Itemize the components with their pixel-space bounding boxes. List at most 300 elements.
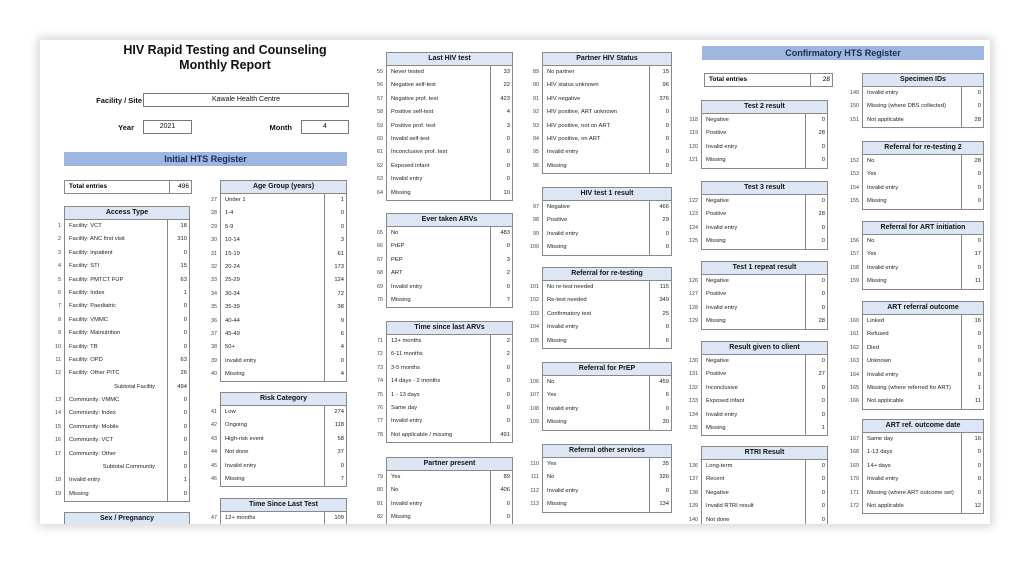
row-value[interactable]: 1 — [961, 382, 983, 395]
row-number: 65 — [377, 230, 383, 236]
row-label: Long-term — [706, 463, 733, 469]
row-value[interactable]: 30 — [649, 416, 671, 429]
row-value[interactable]: 0 — [490, 402, 512, 415]
row-value[interactable]: 115 — [649, 281, 671, 294]
table-row — [533, 106, 671, 119]
row-value[interactable]: 12 — [961, 500, 983, 513]
row-label: Inconclusive — [706, 384, 738, 391]
row-number: 31 — [211, 250, 217, 257]
row-value[interactable]: 11 — [961, 395, 983, 408]
row-value[interactable]: 28 — [805, 208, 827, 221]
table-row — [850, 382, 983, 395]
section-header: Test 1 repeat result — [701, 261, 828, 275]
row-label: Same day — [391, 404, 418, 411]
row-value[interactable]: 0 — [167, 300, 189, 313]
row-label: Facility: OPD — [69, 356, 103, 363]
row-value[interactable]: 0 — [805, 141, 827, 154]
year-field[interactable]: 2021 — [143, 120, 192, 134]
table-row — [530, 376, 671, 389]
row-number: 150 — [850, 103, 859, 110]
row-value[interactable]: 17 — [961, 248, 983, 261]
row-label: Missing (where DBS collected) — [867, 103, 946, 110]
row-value[interactable]: 0 — [805, 473, 827, 486]
row-value[interactable]: 310 — [167, 233, 189, 246]
row-value[interactable]: 0 — [961, 355, 983, 368]
row-label: Facility: Paediatric — [69, 303, 117, 310]
row-number: 165 — [850, 384, 859, 391]
month-label: Month — [269, 123, 292, 132]
row-value[interactable]: 0 — [649, 106, 671, 119]
table-row — [689, 302, 827, 315]
row-value[interactable]: 15 — [167, 260, 189, 273]
table-row — [58, 247, 189, 260]
row-value[interactable]: 0 — [805, 288, 827, 301]
row-value[interactable]: 28 — [961, 155, 983, 168]
row-value[interactable]: 0 — [805, 382, 827, 395]
table-row — [850, 487, 983, 500]
row-number: 2 — [58, 236, 61, 243]
row-value[interactable]: 124 — [324, 274, 346, 287]
row-number: 6 — [58, 289, 61, 296]
row-value[interactable]: 0 — [805, 460, 827, 473]
row-value[interactable]: 0 — [961, 473, 983, 486]
table-row — [377, 471, 512, 484]
row-label: 1 - 13 days — [391, 391, 420, 398]
row-value[interactable]: 26 — [167, 367, 189, 380]
row-label: Low — [225, 409, 236, 415]
row-label: Facility: ANC first visit — [69, 236, 125, 243]
row-label: Invalid entry — [867, 371, 899, 378]
row-label: Same day — [867, 436, 894, 442]
row-value[interactable]: 89 — [490, 471, 512, 484]
row-value[interactable]: 0 — [490, 146, 512, 159]
row-value[interactable]: 7 — [324, 473, 346, 486]
row-label: Died — [867, 344, 879, 351]
row-value[interactable]: 0 — [649, 403, 671, 416]
table-row — [377, 240, 512, 253]
row-number: 131 — [689, 371, 698, 378]
table-row — [377, 484, 512, 497]
initial-total-label: Total entries — [69, 183, 108, 190]
row-value[interactable]: 0 — [490, 240, 512, 253]
row-value[interactable]: 4 — [324, 341, 346, 354]
table-row — [58, 220, 189, 233]
row-number: 171 — [850, 489, 859, 496]
row-label: Invalid entry — [547, 149, 579, 156]
row-number: 110 — [530, 461, 539, 467]
row-label: Inconclusive prof. test — [391, 149, 448, 156]
row-value[interactable]: 0 — [805, 500, 827, 513]
row-value[interactable]: 0 — [649, 485, 671, 498]
row-label: Yes — [547, 392, 557, 399]
confirm-total-value: 28 — [810, 74, 832, 86]
row-value[interactable]: 0 — [167, 488, 189, 501]
table-row — [689, 141, 827, 154]
row-label: Subtotal Facility — [114, 383, 155, 390]
row-label: 1-4 — [225, 210, 234, 217]
row-number: 106 — [530, 379, 539, 385]
row-number: 27 — [211, 197, 217, 203]
table-row — [689, 235, 827, 248]
row-value[interactable]: 0 — [490, 498, 512, 511]
row-value[interactable]: 0 — [961, 195, 983, 208]
row-value[interactable]: 0 — [961, 235, 983, 248]
row-number: 18 — [55, 477, 61, 484]
row-value[interactable]: 38 — [324, 301, 346, 314]
row-value[interactable]: 0 — [324, 460, 346, 473]
row-value[interactable]: 0 — [961, 460, 983, 473]
row-value[interactable]: 0 — [324, 355, 346, 368]
row-value[interactable]: 494 — [167, 381, 189, 394]
row-number: 41 — [211, 409, 217, 415]
row-value[interactable]: 22 — [490, 79, 512, 92]
row-value[interactable]: 173 — [324, 261, 346, 274]
row-value[interactable]: 0 — [961, 487, 983, 500]
table-row — [850, 100, 983, 113]
row-value[interactable]: 16 — [961, 315, 983, 328]
table-row — [377, 79, 512, 92]
row-value[interactable]: 326 — [649, 471, 671, 484]
row-value[interactable]: 2 — [490, 335, 512, 348]
row-value[interactable]: 35 — [649, 458, 671, 471]
row-value[interactable]: 1 — [324, 194, 346, 207]
row-value[interactable]: 28 — [961, 114, 983, 127]
row-number: 155 — [850, 198, 859, 205]
row-value[interactable]: 0 — [649, 160, 671, 173]
section-header: Ever taken ARVs — [386, 213, 513, 227]
row-value[interactable]: 27 — [805, 368, 827, 381]
section-header: Access Type — [64, 206, 190, 220]
table-row — [689, 460, 827, 473]
row-value[interactable]: 109 — [324, 512, 346, 524]
row-value[interactable]: 18 — [167, 220, 189, 233]
row-value[interactable]: 0 — [805, 235, 827, 248]
row-value[interactable]: 3 — [324, 234, 346, 247]
row-number: 92 — [533, 109, 539, 116]
table-row — [850, 433, 983, 446]
row-value[interactable]: 0 — [805, 514, 827, 524]
row-value[interactable]: 0 — [649, 321, 671, 334]
row-value[interactable]: 33 — [490, 66, 512, 79]
table-row — [58, 233, 189, 246]
section-header: Sex / Pregnancy — [64, 512, 190, 524]
table-row — [533, 66, 671, 79]
row-value[interactable]: 96 — [649, 79, 671, 92]
row-value[interactable]: 0 — [649, 228, 671, 241]
table-row — [533, 93, 671, 106]
table-row — [58, 300, 189, 313]
table-row — [377, 415, 512, 428]
row-value[interactable]: 406 — [490, 484, 512, 497]
row-value[interactable]: 0 — [961, 342, 983, 355]
row-value[interactable]: 466 — [649, 201, 671, 214]
row-value[interactable]: 0 — [961, 262, 983, 275]
section-header: Referral for re-testing 2 — [862, 141, 984, 155]
table-row — [530, 281, 671, 294]
table-row — [530, 321, 671, 334]
row-value[interactable]: 0 — [805, 355, 827, 368]
row-number: 100 — [530, 244, 539, 251]
row-value[interactable]: 58 — [324, 433, 346, 446]
row-value[interactable]: 0 — [490, 281, 512, 294]
row-value[interactable]: 1 — [805, 422, 827, 435]
row-value[interactable]: 0 — [167, 341, 189, 354]
table-row — [850, 355, 983, 368]
table-row — [55, 474, 189, 487]
row-value[interactable]: 6 — [649, 389, 671, 402]
row-value[interactable]: 72 — [324, 288, 346, 301]
row-value[interactable]: 0 — [649, 120, 671, 133]
row-value[interactable]: 28 — [805, 127, 827, 140]
row-value[interactable]: 459 — [649, 376, 671, 389]
row-label: Exposed infant — [706, 398, 745, 405]
section-test-3-result — [689, 181, 828, 250]
row-number: 16 — [55, 437, 61, 444]
row-value[interactable]: 7 — [490, 294, 512, 307]
section-art-referral-outcome — [850, 301, 984, 410]
row-value[interactable]: 2 — [490, 267, 512, 280]
row-label: 30-34 — [225, 290, 240, 297]
table-row — [377, 93, 512, 106]
row-value[interactable]: 0 — [167, 421, 189, 434]
row-label: Community: VCT — [69, 437, 114, 444]
row-value[interactable]: 63 — [167, 354, 189, 367]
table-row — [689, 114, 827, 127]
row-value[interactable]: 0 — [324, 221, 346, 234]
table-row — [211, 274, 346, 287]
row-value[interactable]: 16 — [961, 433, 983, 446]
row-number: 79 — [377, 474, 383, 480]
table-row — [850, 446, 983, 459]
row-value[interactable]: 0 — [167, 434, 189, 447]
row-value[interactable]: 0 — [490, 511, 512, 524]
row-number: 42 — [211, 422, 217, 429]
table-row — [55, 394, 189, 407]
row-value[interactable]: 0 — [805, 487, 827, 500]
row-label: No — [547, 379, 555, 385]
row-label: Negative — [706, 358, 729, 364]
row-value[interactable]: 4 — [324, 368, 346, 381]
row-label: Missing — [547, 419, 567, 426]
row-label: Recent — [706, 476, 725, 483]
row-number: 102 — [530, 297, 539, 304]
row-value[interactable]: 0 — [167, 314, 189, 327]
row-value[interactable]: 0 — [324, 207, 346, 220]
row-label: 40-44 — [225, 317, 240, 324]
row-number: 61 — [377, 149, 383, 156]
row-value[interactable]: 0 — [649, 241, 671, 254]
row-value[interactable]: 1 — [167, 287, 189, 300]
table-row — [377, 120, 512, 133]
row-number: 169 — [850, 462, 859, 469]
row-label: Refused — [867, 331, 889, 338]
row-value[interactable]: 118 — [324, 419, 346, 432]
row-value[interactable]: 61 — [324, 248, 346, 261]
row-label: Invalid entry — [547, 405, 579, 412]
row-value[interactable]: 0 — [805, 275, 827, 288]
section-result-given — [689, 341, 828, 436]
table-row — [850, 275, 983, 288]
row-label: Missing — [391, 189, 411, 196]
row-number: 158 — [850, 264, 859, 271]
row-value[interactable]: 3 — [490, 254, 512, 267]
row-number: 167 — [850, 436, 859, 442]
row-label: Facility: VCT — [69, 223, 102, 229]
row-value[interactable]: 0 — [167, 327, 189, 340]
row-value[interactable]: 29 — [649, 214, 671, 227]
row-value[interactable]: 0 — [805, 409, 827, 422]
row-label: Invalid entry — [867, 476, 899, 483]
row-value[interactable]: 0 — [961, 168, 983, 181]
row-number: 139 — [689, 503, 698, 510]
row-label: HIV status unknown — [547, 82, 599, 89]
row-label: Community: Other — [69, 450, 117, 457]
row-value[interactable]: 0 — [490, 133, 512, 146]
row-value[interactable]: 6 — [324, 328, 346, 341]
row-value[interactable]: 0 — [805, 195, 827, 208]
table-row — [850, 235, 983, 248]
table-row — [58, 327, 189, 340]
row-value[interactable]: 0 — [961, 100, 983, 113]
row-number: 112 — [530, 487, 539, 494]
row-label: Negative — [706, 117, 729, 123]
section-partner-present — [377, 457, 513, 524]
row-value[interactable]: 9 — [324, 315, 346, 328]
row-value[interactable]: 0 — [490, 375, 512, 388]
row-label: Facility: PMTCT FUP — [69, 276, 124, 283]
row-number: 78 — [377, 431, 383, 438]
row-number: 101 — [530, 284, 539, 290]
row-number: 127 — [689, 291, 698, 298]
table-row — [377, 281, 512, 294]
row-value[interactable]: 0 — [490, 160, 512, 173]
table-row — [533, 79, 671, 92]
table-row — [211, 315, 346, 328]
row-value[interactable]: 0 — [649, 146, 671, 159]
row-value[interactable]: 423 — [490, 93, 512, 106]
row-value[interactable]: 0 — [961, 328, 983, 341]
row-value[interactable]: 0 — [961, 87, 983, 100]
row-number: 38 — [211, 344, 217, 351]
row-value[interactable]: 0 — [167, 247, 189, 260]
row-label: Missing — [547, 337, 567, 344]
row-value[interactable]: 0 — [961, 182, 983, 195]
row-value[interactable]: 2 — [490, 348, 512, 361]
row-value[interactable]: 10 — [490, 187, 512, 200]
row-label: HIV positive, ART unknown — [547, 109, 618, 116]
row-number: 33 — [211, 277, 217, 284]
table-row — [377, 66, 512, 79]
table-row — [689, 487, 827, 500]
row-value[interactable]: 349 — [649, 294, 671, 307]
table-row — [211, 248, 346, 261]
row-number: 80 — [377, 487, 383, 494]
table-row — [689, 368, 827, 381]
row-value[interactable]: 0 — [805, 114, 827, 127]
row-label: Invalid entry — [867, 184, 899, 191]
row-value[interactable]: 3 — [490, 120, 512, 133]
row-value[interactable]: 6 — [649, 335, 671, 348]
month-field[interactable]: 4 — [301, 120, 349, 134]
row-number: 32 — [211, 263, 217, 270]
row-value[interactable]: 0 — [167, 461, 189, 474]
row-value[interactable]: 0 — [805, 395, 827, 408]
table-row — [530, 403, 671, 416]
row-number: 109 — [530, 419, 539, 426]
table-row — [58, 260, 189, 273]
table-row — [530, 389, 671, 402]
table-row — [850, 342, 983, 355]
row-number: 9 — [58, 330, 61, 337]
row-number: 15 — [55, 423, 61, 430]
facility-field[interactable]: Kawale Health Centre — [143, 93, 349, 107]
row-number: 17 — [55, 450, 61, 457]
row-label: Yes — [547, 461, 557, 467]
row-value[interactable]: 376 — [649, 93, 671, 106]
row-value[interactable]: 0 — [961, 446, 983, 459]
row-value[interactable]: 4 — [490, 106, 512, 119]
row-label: Community: Mobile — [69, 423, 119, 430]
row-value[interactable]: 11 — [961, 275, 983, 288]
row-value[interactable]: 0 — [805, 154, 827, 167]
row-value[interactable]: 0 — [490, 173, 512, 186]
row-value[interactable]: 274 — [324, 406, 346, 419]
row-value[interactable]: 0 — [167, 448, 189, 461]
row-value[interactable]: 0 — [167, 394, 189, 407]
row-value[interactable]: 63 — [167, 274, 189, 287]
row-number: 57 — [377, 95, 383, 102]
row-number: 91 — [533, 95, 539, 102]
row-value[interactable]: 0 — [961, 369, 983, 382]
table-row — [850, 248, 983, 261]
row-number: 172 — [850, 502, 859, 509]
row-number: 7 — [58, 303, 61, 310]
section-art-outcome-date — [850, 419, 984, 514]
row-label: ART — [391, 270, 403, 277]
row-value[interactable]: 0 — [490, 415, 512, 428]
row-value[interactable]: 0 — [490, 389, 512, 402]
row-value[interactable]: 1 — [167, 474, 189, 487]
row-value[interactable]: 37 — [324, 446, 346, 459]
row-label: Facility: TB — [69, 343, 98, 350]
row-number: 75 — [377, 391, 383, 398]
section-referral-other — [530, 444, 672, 513]
row-value[interactable]: 25 — [649, 308, 671, 321]
row-label: Invalid entry — [225, 357, 257, 364]
row-number: 8 — [58, 316, 61, 323]
row-label: Invalid entry — [547, 324, 579, 331]
row-value[interactable]: 0 — [805, 302, 827, 315]
row-value[interactable]: 28 — [805, 315, 827, 328]
row-value[interactable]: 134 — [649, 498, 671, 511]
section-header: Partner present — [386, 457, 513, 471]
row-value[interactable]: 0 — [167, 407, 189, 420]
row-label: PEP — [391, 256, 403, 263]
row-number: 168 — [850, 449, 859, 456]
row-number: 74 — [377, 378, 383, 385]
confirm-total-entries — [704, 73, 833, 87]
row-value[interactable]: 0 — [805, 222, 827, 235]
table-row — [55, 341, 189, 354]
section-time-since-last-arvs — [377, 321, 513, 443]
row-label: 15-19 — [225, 250, 240, 257]
row-value[interactable]: 491 — [490, 429, 512, 442]
row-value[interactable]: 15 — [649, 66, 671, 79]
row-value[interactable]: 0 — [490, 362, 512, 375]
row-value[interactable]: 483 — [490, 227, 512, 240]
row-value[interactable]: 0 — [649, 133, 671, 146]
row-number: 136 — [689, 463, 698, 469]
